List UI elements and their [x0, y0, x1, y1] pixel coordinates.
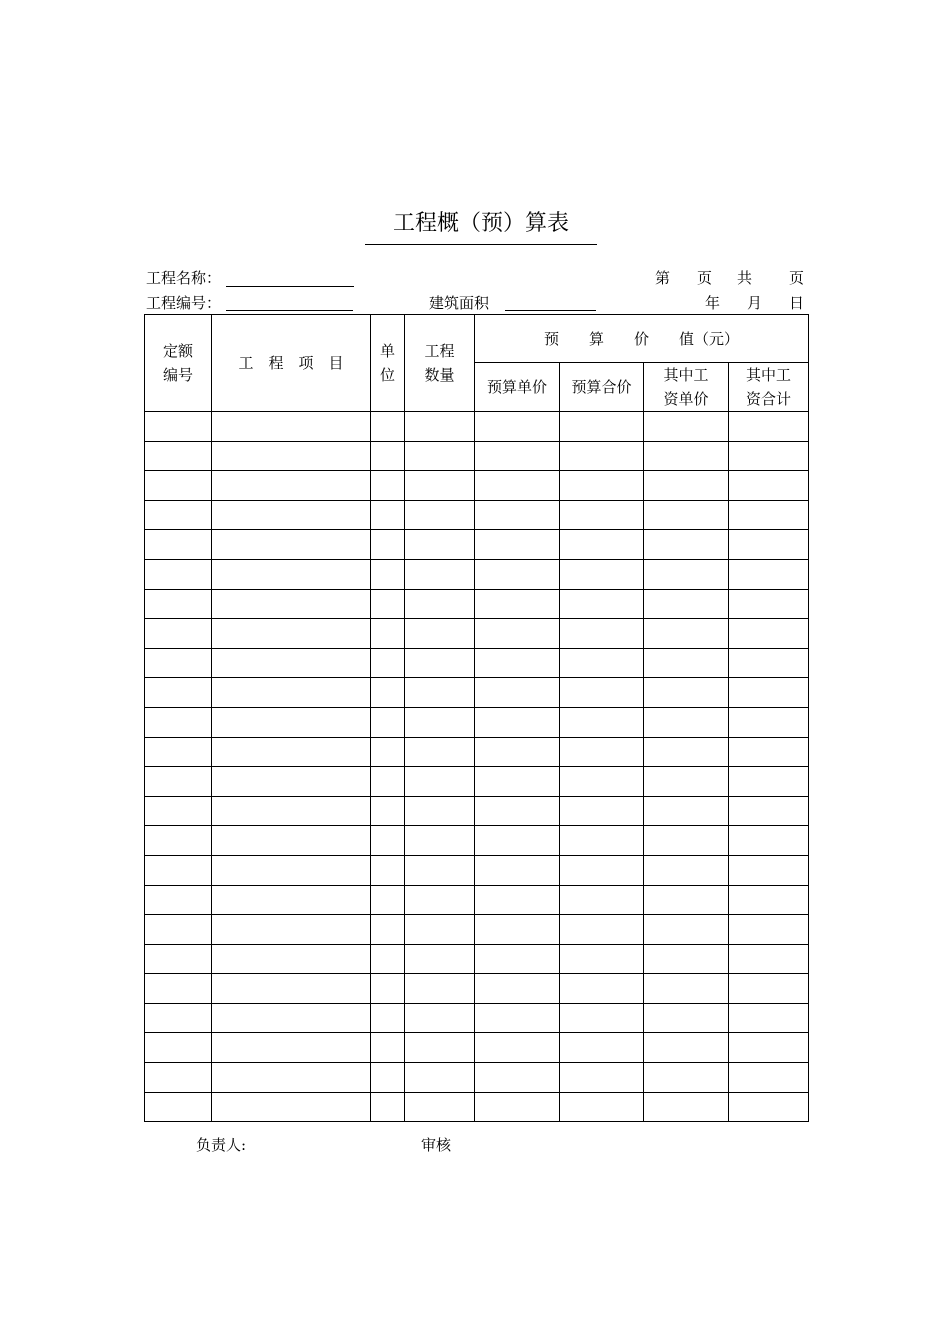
cell-project-item[interactable]: [212, 589, 371, 619]
table-row: [145, 441, 809, 471]
cell-quota-number[interactable]: [145, 1063, 212, 1093]
cell-unit[interactable]: [371, 974, 405, 1004]
cell-quantity[interactable]: [405, 441, 475, 471]
cell-unit-price[interactable]: [475, 1003, 560, 1033]
cell-project-item[interactable]: [212, 707, 371, 737]
cell-wage-unit-price[interactable]: [644, 1063, 729, 1093]
project-number-label: 工程编号：: [146, 294, 222, 312]
cell-unit-price[interactable]: [475, 707, 560, 737]
review-label: 审核: [421, 1136, 452, 1154]
table-body: [145, 412, 809, 1122]
table-row: [145, 648, 809, 678]
cell-project-item[interactable]: [212, 915, 371, 945]
cell-project-item[interactable]: [212, 471, 371, 501]
cell-quantity[interactable]: [405, 589, 475, 619]
cell-total-price[interactable]: [560, 530, 644, 560]
page-number-label: 第: [655, 269, 671, 287]
header-total-price: 预算合价: [560, 363, 644, 412]
cell-unit[interactable]: [371, 619, 405, 649]
table-row: [145, 885, 809, 915]
cell-project-item[interactable]: [212, 855, 371, 885]
cell-quota-number[interactable]: [145, 500, 212, 530]
table-row: [145, 412, 809, 442]
cell-quota-number[interactable]: [145, 471, 212, 501]
cell-quantity[interactable]: [405, 796, 475, 826]
table-row: [145, 944, 809, 974]
cell-wage-total[interactable]: [729, 767, 809, 797]
cell-unit[interactable]: [371, 412, 405, 442]
table-row: [145, 826, 809, 856]
cell-quota-number[interactable]: [145, 1092, 212, 1122]
cell-unit[interactable]: [371, 885, 405, 915]
cell-project-item[interactable]: [212, 737, 371, 767]
cell-unit[interactable]: [371, 1092, 405, 1122]
header-budget-value: 预 算 价 值（元）: [475, 315, 809, 363]
cell-unit-price[interactable]: [475, 796, 560, 826]
cell-wage-unit-price[interactable]: [644, 1003, 729, 1033]
cell-unit[interactable]: [371, 441, 405, 471]
cell-unit[interactable]: [371, 559, 405, 589]
cell-quota-number[interactable]: [145, 559, 212, 589]
cell-wage-total[interactable]: [729, 796, 809, 826]
cell-unit[interactable]: [371, 1063, 405, 1093]
cell-wage-total[interactable]: [729, 737, 809, 767]
cell-quota-number[interactable]: [145, 1033, 212, 1063]
cell-project-item[interactable]: [212, 885, 371, 915]
header-unit-price: 预算单价: [475, 363, 560, 412]
cell-total-price[interactable]: [560, 559, 644, 589]
cell-unit-price[interactable]: [475, 737, 560, 767]
cell-unit-price[interactable]: [475, 471, 560, 501]
cell-total-price[interactable]: [560, 441, 644, 471]
building-area-field[interactable]: [505, 310, 596, 311]
cell-wage-total[interactable]: [729, 885, 809, 915]
page-title: 工程概（预）算表: [365, 208, 597, 245]
cell-quota-number[interactable]: [145, 589, 212, 619]
cell-quantity[interactable]: [405, 944, 475, 974]
cell-wage-unit-price[interactable]: [644, 530, 729, 560]
cell-wage-total[interactable]: [729, 471, 809, 501]
cell-wage-unit-price[interactable]: [644, 915, 729, 945]
table-row: [145, 559, 809, 589]
table-row: [145, 500, 809, 530]
cell-wage-unit-price[interactable]: [644, 648, 729, 678]
cell-wage-unit-price[interactable]: [644, 707, 729, 737]
cell-unit-price[interactable]: [475, 678, 560, 708]
cell-total-price[interactable]: [560, 412, 644, 442]
cell-wage-unit-price[interactable]: [644, 412, 729, 442]
cell-unit-price[interactable]: [475, 974, 560, 1004]
cell-quota-number[interactable]: [145, 737, 212, 767]
cell-unit-price[interactable]: [475, 412, 560, 442]
cell-wage-unit-price[interactable]: [644, 737, 729, 767]
cell-unit-price[interactable]: [475, 885, 560, 915]
cell-quota-number[interactable]: [145, 767, 212, 797]
cell-quantity[interactable]: [405, 826, 475, 856]
cell-total-price[interactable]: [560, 678, 644, 708]
cell-project-item[interactable]: [212, 412, 371, 442]
cell-quantity[interactable]: [405, 1092, 475, 1122]
cell-total-price[interactable]: [560, 1063, 644, 1093]
header-quota-number: 定额 编号: [145, 315, 212, 412]
cell-unit[interactable]: [371, 471, 405, 501]
cell-unit-price[interactable]: [475, 1063, 560, 1093]
header-wage-total: 其中工 资合计: [729, 363, 809, 412]
cell-wage-unit-price[interactable]: [644, 589, 729, 619]
cell-quota-number[interactable]: [145, 915, 212, 945]
cell-unit[interactable]: [371, 1033, 405, 1063]
cell-quota-number[interactable]: [145, 619, 212, 649]
month-label: 月: [747, 294, 763, 312]
cell-quantity[interactable]: [405, 915, 475, 945]
cell-total-price[interactable]: [560, 855, 644, 885]
cell-total-price[interactable]: [560, 885, 644, 915]
cell-total-price[interactable]: [560, 589, 644, 619]
cell-quantity[interactable]: [405, 500, 475, 530]
cell-wage-total[interactable]: [729, 589, 809, 619]
cell-unit[interactable]: [371, 944, 405, 974]
cell-wage-unit-price[interactable]: [644, 944, 729, 974]
cell-project-item[interactable]: [212, 767, 371, 797]
cell-project-item[interactable]: [212, 1003, 371, 1033]
cell-quota-number[interactable]: [145, 974, 212, 1004]
table-row: [145, 471, 809, 501]
cell-wage-unit-price[interactable]: [644, 471, 729, 501]
table-row: [145, 1063, 809, 1093]
cell-project-item[interactable]: [212, 500, 371, 530]
cell-wage-total[interactable]: [729, 915, 809, 945]
cell-unit-price[interactable]: [475, 589, 560, 619]
cell-wage-total[interactable]: [729, 944, 809, 974]
cell-unit-price[interactable]: [475, 1092, 560, 1122]
cell-unit[interactable]: [371, 796, 405, 826]
cell-project-item[interactable]: [212, 619, 371, 649]
cell-wage-unit-price[interactable]: [644, 500, 729, 530]
cell-wage-total[interactable]: [729, 500, 809, 530]
cell-unit[interactable]: [371, 648, 405, 678]
cell-quantity[interactable]: [405, 530, 475, 560]
cell-quantity[interactable]: [405, 707, 475, 737]
cell-total-price[interactable]: [560, 707, 644, 737]
budget-table: [144, 314, 809, 1122]
table-row: [145, 707, 809, 737]
cell-project-item[interactable]: [212, 1063, 371, 1093]
cell-unit-price[interactable]: [475, 1033, 560, 1063]
cell-quota-number[interactable]: [145, 648, 212, 678]
cell-wage-unit-price[interactable]: [644, 974, 729, 1004]
responsible-label: 负责人:: [196, 1136, 247, 1154]
cell-quota-number[interactable]: [145, 1003, 212, 1033]
cell-unit[interactable]: [371, 1003, 405, 1033]
cell-wage-total[interactable]: [729, 619, 809, 649]
cell-total-price[interactable]: [560, 974, 644, 1004]
header-quantity: 工程 数量: [405, 315, 475, 412]
cell-wage-total[interactable]: [729, 707, 809, 737]
cell-project-item[interactable]: [212, 944, 371, 974]
cell-wage-total[interactable]: [729, 974, 809, 1004]
cell-quota-number[interactable]: [145, 530, 212, 560]
header-project-item: 工 程 项 目: [212, 315, 371, 412]
cell-wage-total[interactable]: [729, 412, 809, 442]
cell-wage-unit-price[interactable]: [644, 441, 729, 471]
cell-quantity[interactable]: [405, 412, 475, 442]
cell-quantity[interactable]: [405, 767, 475, 797]
cell-unit-price[interactable]: [475, 530, 560, 560]
cell-wage-unit-price[interactable]: [644, 826, 729, 856]
cell-wage-unit-price[interactable]: [644, 767, 729, 797]
cell-quantity[interactable]: [405, 678, 475, 708]
cell-total-price[interactable]: [560, 1003, 644, 1033]
cell-wage-total[interactable]: [729, 1033, 809, 1063]
cell-total-price[interactable]: [560, 826, 644, 856]
cell-wage-total[interactable]: [729, 855, 809, 885]
cell-quantity[interactable]: [405, 648, 475, 678]
cell-quantity[interactable]: [405, 559, 475, 589]
cell-project-item[interactable]: [212, 1092, 371, 1122]
cell-project-item[interactable]: [212, 1033, 371, 1063]
total-unit-label: 页: [789, 269, 805, 287]
cell-project-item[interactable]: [212, 678, 371, 708]
cell-quota-number[interactable]: [145, 412, 212, 442]
cell-unit-price[interactable]: [475, 944, 560, 974]
cell-unit-price[interactable]: [475, 826, 560, 856]
cell-wage-total[interactable]: [729, 530, 809, 560]
day-label: 日: [789, 294, 805, 312]
table-row: [145, 530, 809, 560]
cell-total-price[interactable]: [560, 767, 644, 797]
header-wage-unit-price: 其中工 资单价: [644, 363, 729, 412]
cell-quantity[interactable]: [405, 471, 475, 501]
cell-quantity[interactable]: [405, 737, 475, 767]
cell-unit-price[interactable]: [475, 619, 560, 649]
cell-unit[interactable]: [371, 915, 405, 945]
table-row: [145, 1033, 809, 1063]
cell-unit-price[interactable]: [475, 500, 560, 530]
table-row: [145, 619, 809, 649]
cell-quantity[interactable]: [405, 855, 475, 885]
project-name-label: 工程名称：: [146, 269, 222, 287]
cell-unit[interactable]: [371, 767, 405, 797]
cell-unit-price[interactable]: [475, 441, 560, 471]
cell-project-item[interactable]: [212, 441, 371, 471]
cell-wage-total[interactable]: [729, 1003, 809, 1033]
cell-wage-unit-price[interactable]: [644, 1033, 729, 1063]
building-area-label: 建筑面积: [429, 294, 490, 312]
page-unit-label: 页: [697, 269, 713, 287]
cell-project-item[interactable]: [212, 648, 371, 678]
cell-quantity[interactable]: [405, 619, 475, 649]
header-unit: 单 位: [371, 315, 405, 412]
cell-project-item[interactable]: [212, 796, 371, 826]
cell-project-item[interactable]: [212, 974, 371, 1004]
project-number-field[interactable]: [226, 310, 353, 311]
cell-total-price[interactable]: [560, 500, 644, 530]
cell-quota-number[interactable]: [145, 885, 212, 915]
cell-wage-total[interactable]: [729, 559, 809, 589]
cell-unit[interactable]: [371, 737, 405, 767]
cell-wage-total[interactable]: [729, 678, 809, 708]
cell-unit[interactable]: [371, 500, 405, 530]
cell-total-price[interactable]: [560, 737, 644, 767]
cell-wage-total[interactable]: [729, 826, 809, 856]
cell-quota-number[interactable]: [145, 441, 212, 471]
cell-quantity[interactable]: [405, 885, 475, 915]
cell-total-price[interactable]: [560, 1092, 644, 1122]
cell-total-price[interactable]: [560, 648, 644, 678]
cell-quantity[interactable]: [405, 1003, 475, 1033]
cell-wage-total[interactable]: [729, 1063, 809, 1093]
table-row: [145, 1092, 809, 1122]
cell-wage-unit-price[interactable]: [644, 885, 729, 915]
table-row: [145, 737, 809, 767]
cell-unit-price[interactable]: [475, 855, 560, 885]
cell-wage-unit-price[interactable]: [644, 855, 729, 885]
cell-quantity[interactable]: [405, 1033, 475, 1063]
table-row: [145, 1003, 809, 1033]
cell-total-price[interactable]: [560, 619, 644, 649]
cell-unit-price[interactable]: [475, 559, 560, 589]
cell-project-item[interactable]: [212, 826, 371, 856]
cell-unit[interactable]: [371, 678, 405, 708]
cell-quota-number[interactable]: [145, 707, 212, 737]
cell-total-price[interactable]: [560, 796, 644, 826]
cell-wage-total[interactable]: [729, 1092, 809, 1122]
cell-quota-number[interactable]: [145, 796, 212, 826]
cell-project-item[interactable]: [212, 559, 371, 589]
table-row: [145, 678, 809, 708]
cell-wage-total[interactable]: [729, 441, 809, 471]
cell-unit[interactable]: [371, 826, 405, 856]
cell-unit[interactable]: [371, 530, 405, 560]
cell-project-item[interactable]: [212, 530, 371, 560]
cell-total-price[interactable]: [560, 471, 644, 501]
total-label: 共: [737, 269, 753, 287]
year-label: 年: [705, 294, 721, 312]
cell-wage-unit-price[interactable]: [644, 559, 729, 589]
cell-wage-total[interactable]: [729, 648, 809, 678]
cell-unit[interactable]: [371, 855, 405, 885]
cell-unit-price[interactable]: [475, 767, 560, 797]
cell-total-price[interactable]: [560, 915, 644, 945]
cell-wage-unit-price[interactable]: [644, 619, 729, 649]
cell-quota-number[interactable]: [145, 944, 212, 974]
cell-unit-price[interactable]: [475, 915, 560, 945]
table-row: [145, 589, 809, 619]
table-row: [145, 974, 809, 1004]
cell-wage-unit-price[interactable]: [644, 1092, 729, 1122]
cell-quota-number[interactable]: [145, 826, 212, 856]
cell-quantity[interactable]: [405, 974, 475, 1004]
cell-wage-unit-price[interactable]: [644, 678, 729, 708]
cell-quantity[interactable]: [405, 1063, 475, 1093]
table-row: [145, 855, 809, 885]
cell-quota-number[interactable]: [145, 855, 212, 885]
cell-quota-number[interactable]: [145, 678, 212, 708]
cell-unit[interactable]: [371, 707, 405, 737]
cell-total-price[interactable]: [560, 944, 644, 974]
project-name-field[interactable]: [226, 286, 354, 287]
table-row: [145, 767, 809, 797]
table-row: [145, 915, 809, 945]
cell-total-price[interactable]: [560, 1033, 644, 1063]
cell-unit-price[interactable]: [475, 648, 560, 678]
cell-wage-unit-price[interactable]: [644, 796, 729, 826]
cell-unit[interactable]: [371, 589, 405, 619]
table-row: [145, 796, 809, 826]
